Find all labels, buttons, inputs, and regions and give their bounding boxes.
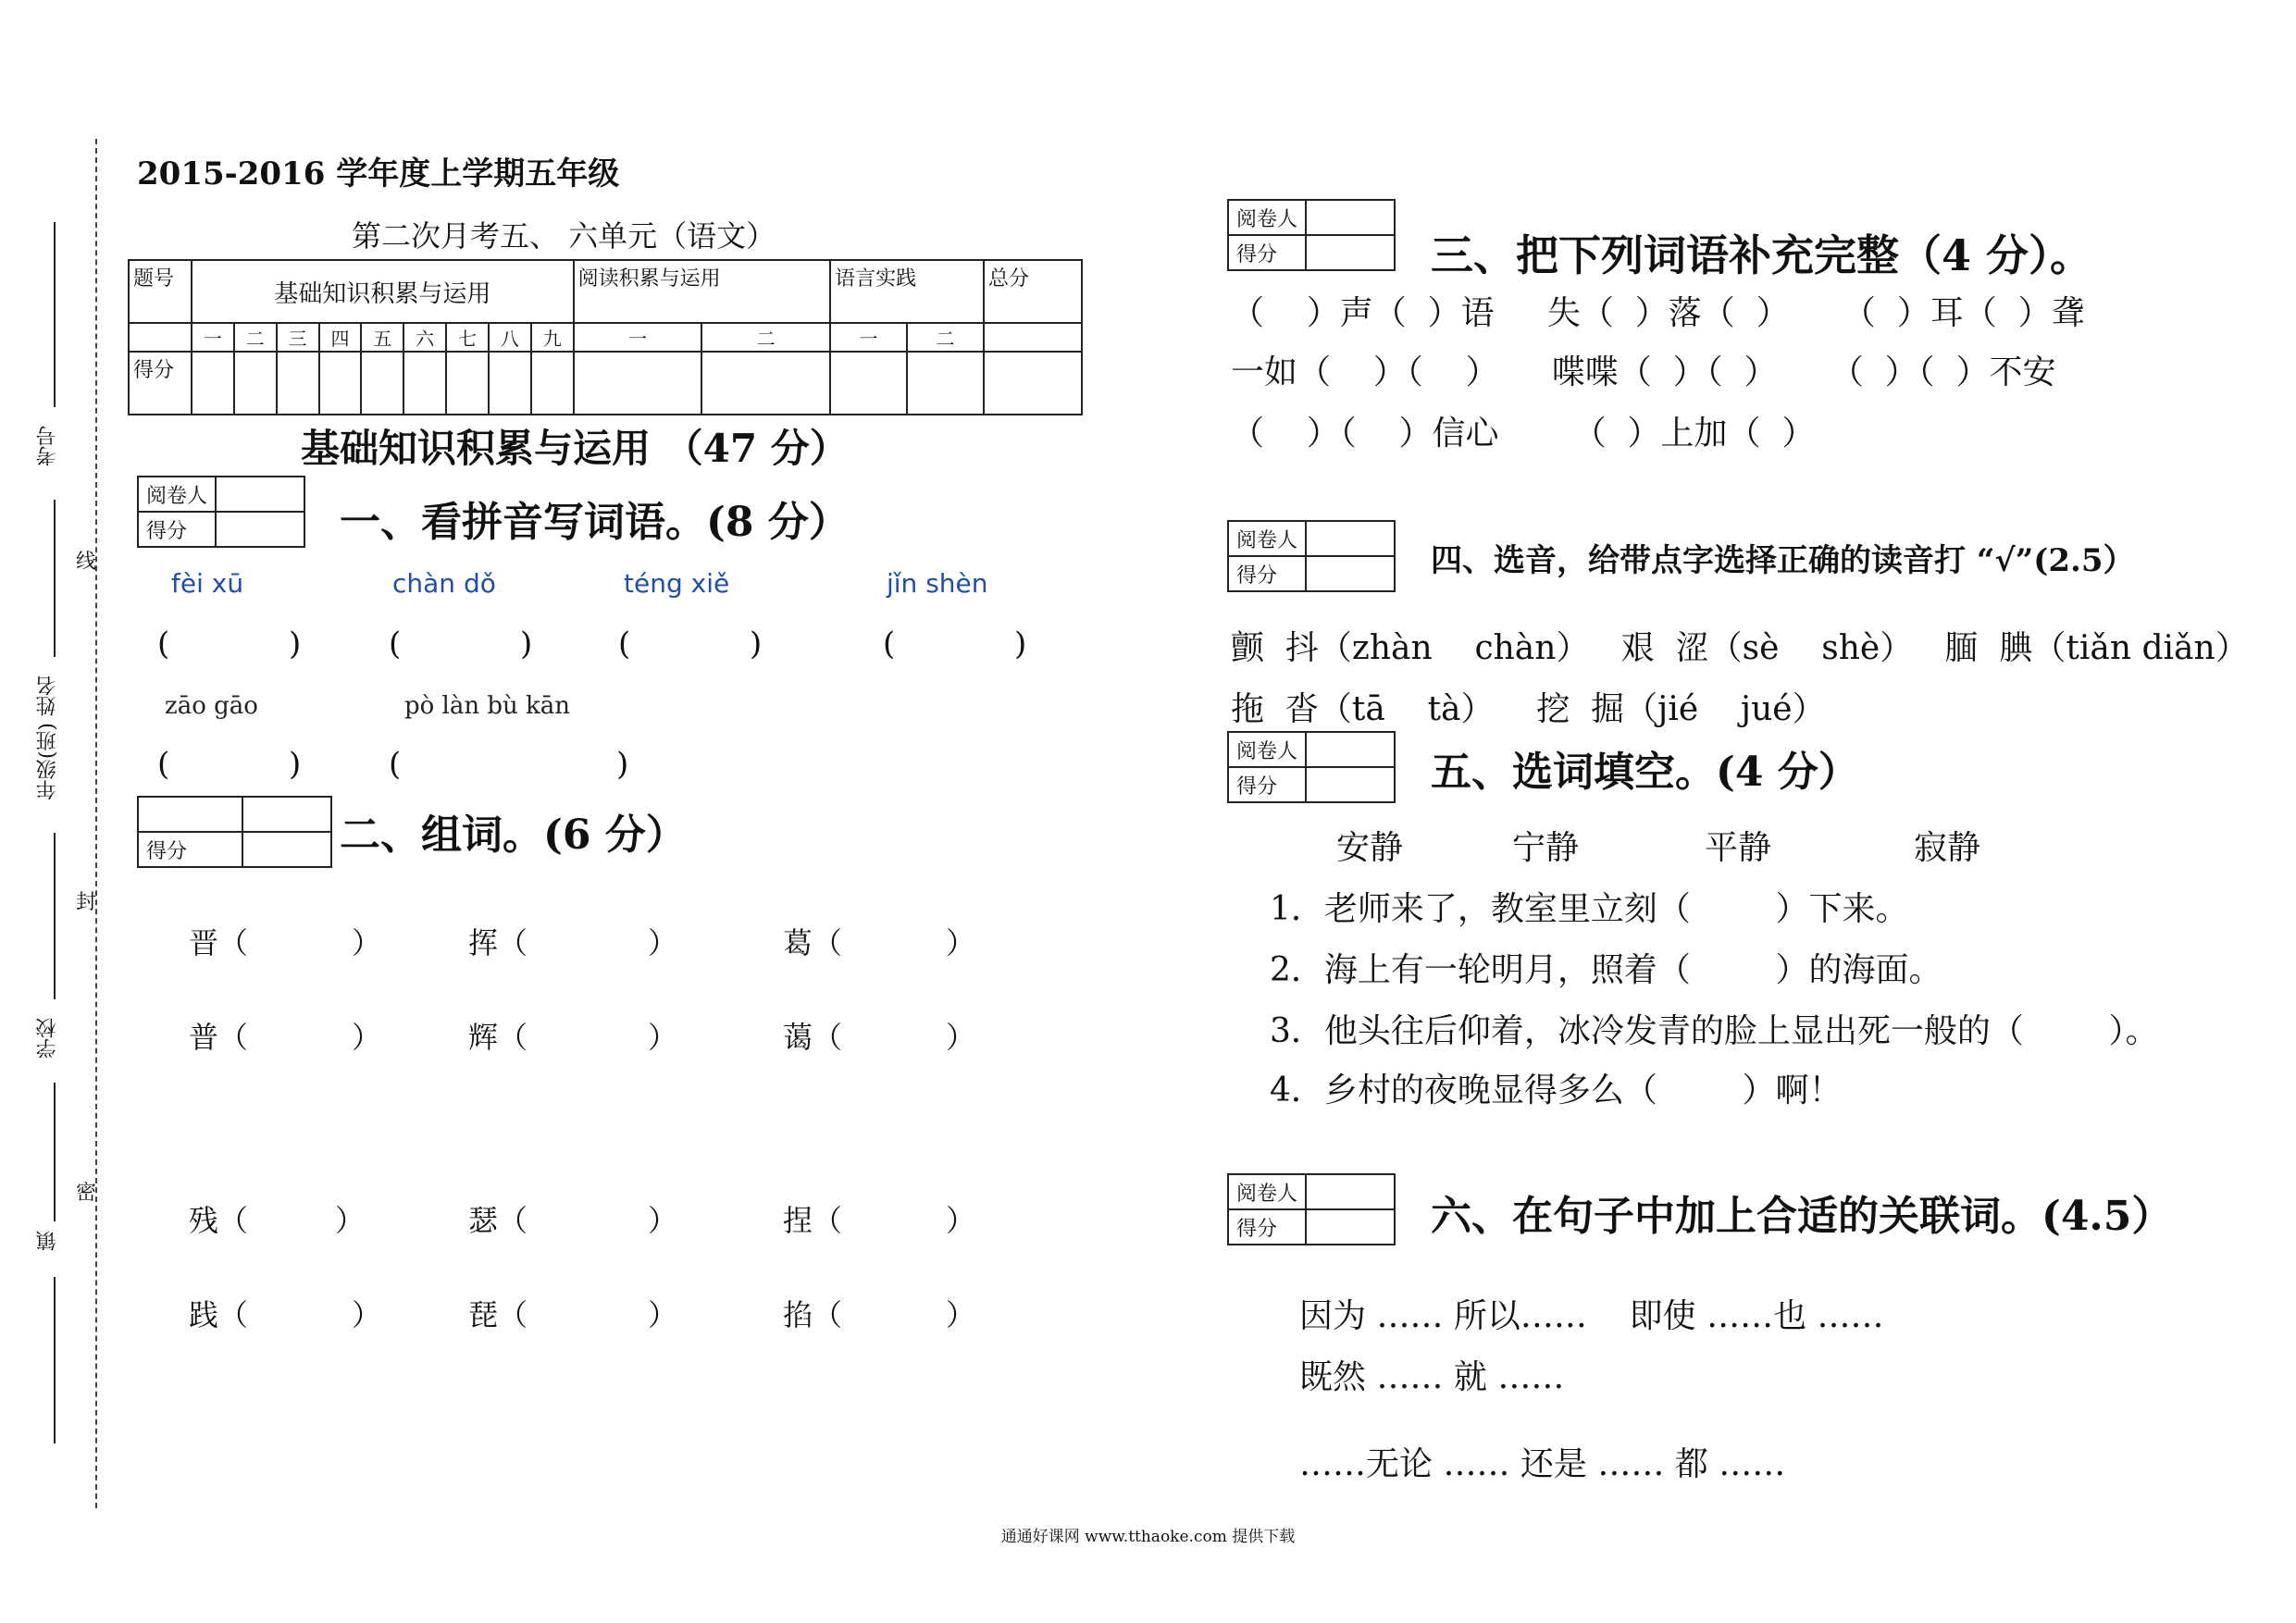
- grader-score-label: 得分: [138, 832, 242, 867]
- score-input-cell[interactable]: [192, 352, 234, 415]
- section-6-title: 六、在句子中加上合适的关联词。(4.5）: [1431, 1193, 2173, 1240]
- grader-reviewer-input[interactable]: [1306, 1174, 1395, 1209]
- score-input-cell[interactable]: [361, 352, 403, 415]
- binding-rule: [54, 833, 56, 999]
- word-prompt: 辉（: [468, 1020, 528, 1055]
- answer-blank[interactable]: [181, 750, 283, 787]
- word-close-paren: ）: [946, 1020, 976, 1055]
- answer-close-paren: ): [289, 626, 302, 663]
- grader-score-input[interactable]: [242, 832, 331, 867]
- pronunciation-line: 拖 沓（tā tà） 挖 掘（jié jué）: [1231, 690, 1826, 728]
- answer-open-paren: (: [883, 626, 896, 663]
- score-table-cell: [984, 323, 1082, 352]
- grader-reviewer-input[interactable]: [1306, 521, 1395, 556]
- binding-mark: 封: [76, 891, 97, 914]
- word-option: 安静: [1336, 829, 1404, 867]
- answer-close-paren: ): [616, 746, 629, 783]
- word-prompt: 瑟（: [468, 1203, 528, 1238]
- score-table-section-number: 二: [234, 323, 277, 352]
- grader-score-label: 得分: [1228, 235, 1306, 270]
- answer-blank[interactable]: [413, 629, 515, 666]
- section-1-title: 一、看拼音写词语。(8 分）: [340, 499, 850, 546]
- exam-subtitle: 第二次月考五、 六单元（语文）: [352, 218, 776, 254]
- score-table-section-number: 三: [277, 323, 319, 352]
- word-prompt: 蔼（: [783, 1020, 843, 1055]
- grader-reviewer-input[interactable]: [242, 797, 331, 832]
- word-prompt: 践（: [189, 1297, 249, 1332]
- answer-blank[interactable]: [413, 750, 611, 787]
- fill-sentence: 3．他头往后仰着，冰冷发青的脸上显出死一般的（ ）。: [1270, 1012, 2159, 1050]
- score-input-cell[interactable]: [403, 352, 446, 415]
- conjunction-options: 既然 …… 就 ……: [1299, 1358, 1565, 1396]
- score-input-cell[interactable]: [319, 352, 362, 415]
- grader-reviewer-input[interactable]: [138, 797, 242, 832]
- score-input-cell[interactable]: [277, 352, 319, 415]
- grader-reviewer-label: 阅卷人: [138, 477, 216, 512]
- fill-sentence: 1．老师来了，教室里立刻（ ）下来。: [1270, 890, 1909, 928]
- word-prompt: 挥（: [468, 925, 528, 960]
- pinyin-prompt: fèi xū: [171, 568, 244, 599]
- score-table-section-number: 一: [574, 323, 702, 352]
- answer-open-paren: (: [157, 626, 170, 663]
- word-prompt: 晋（: [189, 925, 249, 960]
- word-close-paren: ）: [648, 925, 678, 960]
- word-prompt: 普（: [189, 1020, 249, 1055]
- score-input-cell[interactable]: [446, 352, 489, 415]
- word-close-paren: ）: [352, 925, 382, 960]
- word-option: 平静: [1705, 829, 1772, 867]
- score-table-section-number: 二: [701, 323, 830, 352]
- grader-box: [1227, 1173, 1396, 1245]
- score-table-section-number: 五: [361, 323, 403, 352]
- score-table-header-cell: 基础知识积累与运用: [192, 260, 574, 323]
- pinyin-prompt: téng xiě: [624, 568, 730, 599]
- word-option: 寂静: [1914, 829, 1981, 867]
- word-close-paren: ）: [648, 1203, 678, 1238]
- grader-score-input[interactable]: [1306, 556, 1395, 591]
- grader-score-label: 得分: [1228, 1209, 1306, 1245]
- word-prompt: 掐（: [783, 1297, 843, 1332]
- grader-score-input[interactable]: [1306, 235, 1395, 270]
- score-table-header-cell: 题号: [129, 260, 192, 323]
- score-table-section-number: 八: [489, 323, 531, 352]
- score-table-section-number: 九: [531, 323, 574, 352]
- word-close-paren: ）: [352, 1297, 382, 1332]
- score-table-header-cell: 总分: [984, 260, 1082, 323]
- score-table-section-number: 六: [403, 323, 446, 352]
- exam-number-label: 考号: [36, 426, 59, 466]
- grader-box: [1227, 731, 1396, 803]
- page-footer: 通通好课网 www.tthaoke.com 提供下载: [1000, 1528, 1296, 1546]
- class-name-label: 年级(班) 姓名: [36, 675, 59, 800]
- grader-score-label: 得分: [1228, 556, 1306, 591]
- grader-reviewer-label: 阅卷人: [1228, 200, 1306, 235]
- grader-reviewer-label: 阅卷人: [1228, 521, 1306, 556]
- pinyin-prompt: jǐn shèn: [887, 568, 988, 599]
- fill-sentence: 4．乡村的夜晚显得多么（ ）啊！: [1270, 1072, 1843, 1109]
- pinyin-prompt: zāo gāo: [165, 692, 258, 720]
- answer-open-paren: (: [157, 746, 170, 783]
- binding-rule: [54, 1277, 56, 1443]
- binding-rule: [54, 1083, 56, 1221]
- school-label: 学校: [36, 1018, 59, 1059]
- word-prompt: 葛（: [783, 925, 843, 960]
- fill-idiom-line: （ ）声（ ）语 失（ ）落（ ） （ ）耳（ ）聋: [1231, 294, 2085, 332]
- score-table-header-cell: 阅读积累与运用: [574, 260, 830, 323]
- answer-open-paren: (: [618, 626, 631, 663]
- word-close-paren: ）: [946, 925, 976, 960]
- score-table-cell: [129, 323, 192, 352]
- grader-reviewer-input[interactable]: [1306, 732, 1395, 767]
- score-input-cell[interactable]: [574, 352, 702, 415]
- part-title: 基础知识积累与运用 （47 分）: [301, 426, 849, 471]
- section-2-title: 二、组词。(6 分）: [340, 812, 687, 859]
- word-option: 宁静: [1512, 829, 1580, 867]
- word-close-paren: ）: [648, 1297, 678, 1332]
- pronunciation-line: 颤 抖（zhàn chàn） 艰 涩（sè shè） 腼 腆（tiǎn diǎn）: [1231, 629, 2249, 667]
- section-5-title: 五、选词填空。(4 分）: [1431, 749, 1859, 796]
- score-table-section-number: 七: [446, 323, 489, 352]
- binding-rule: [54, 500, 56, 657]
- fill-idiom-line: 一如（ ）（ ） 喋喋（ ）（ ） （ ）（ ）不安: [1231, 353, 2056, 391]
- answer-close-paren: ): [1014, 626, 1027, 663]
- answer-blank[interactable]: [181, 629, 283, 666]
- pinyin-prompt: chàn dǒ: [392, 568, 496, 599]
- grader-score-input[interactable]: [216, 512, 304, 547]
- word-close-paren: ）: [352, 1020, 382, 1055]
- grader-box: [137, 476, 305, 548]
- fill-sentence: 2．海上有一轮明月，照着（ ）的海面。: [1270, 951, 1942, 989]
- answer-open-paren: (: [389, 626, 402, 663]
- score-table: [128, 259, 1083, 415]
- score-row-label: 得分: [129, 352, 192, 415]
- town-label: 镇: [36, 1231, 59, 1251]
- grader-score-label: 得分: [1228, 767, 1306, 802]
- answer-close-paren: ): [289, 746, 302, 783]
- binding-mark: 线: [76, 551, 97, 574]
- grader-box: [1227, 520, 1396, 592]
- score-table-section-number: 一: [192, 323, 234, 352]
- score-table-header-cell: 语言实践: [830, 260, 984, 323]
- score-table-section-number: 四: [319, 323, 362, 352]
- binding-dashed-line: [95, 139, 97, 1508]
- grader-reviewer-label: 阅卷人: [1228, 1174, 1306, 1209]
- word-close-paren: ）: [946, 1297, 976, 1332]
- score-table-section-number: 二: [907, 323, 984, 352]
- pinyin-prompt: pò làn bù kān: [404, 692, 571, 720]
- word-prompt: 捏（: [783, 1203, 843, 1238]
- conjunction-options: 因为 …… 所以…… 即使 ……也 ……: [1299, 1297, 1884, 1335]
- word-close-paren: ）: [335, 1203, 366, 1238]
- section-3-title: 三、把下列词语补充完整（4 分）。: [1431, 230, 2093, 280]
- grader-score-input[interactable]: [1306, 767, 1395, 802]
- word-close-paren: ）: [946, 1203, 976, 1238]
- grader-reviewer-input[interactable]: [216, 477, 304, 512]
- grader-score-input[interactable]: [1306, 1209, 1395, 1245]
- answer-close-paren: ): [750, 626, 763, 663]
- binding-rule: [54, 222, 56, 407]
- word-prompt: 琵（: [468, 1297, 528, 1332]
- score-input-cell[interactable]: [907, 352, 984, 415]
- score-input-cell[interactable]: [234, 352, 277, 415]
- grader-reviewer-input[interactable]: [1306, 200, 1395, 235]
- answer-blank[interactable]: [642, 629, 744, 666]
- score-input-cell[interactable]: [489, 352, 531, 415]
- grader-box: [1227, 199, 1396, 271]
- score-input-cell[interactable]: [830, 352, 907, 415]
- exam-year-title: 2015-2016 学年度上学期五年级: [137, 155, 620, 192]
- answer-open-paren: (: [389, 746, 402, 783]
- fill-idiom-line: （ ）（ ）信心 （ ）上加（ ）: [1231, 415, 1816, 452]
- answer-close-paren: ): [520, 626, 533, 663]
- score-input-cell[interactable]: [984, 352, 1082, 415]
- grader-box: [137, 796, 332, 868]
- grader-reviewer-label: 阅卷人: [1228, 732, 1306, 767]
- word-close-paren: ）: [648, 1020, 678, 1055]
- binding-mark: 密: [76, 1182, 97, 1205]
- conjunction-options: ……无论 …… 还是 …… 都 ……: [1299, 1445, 1786, 1483]
- score-input-cell[interactable]: [531, 352, 574, 415]
- score-table-section-number: 一: [830, 323, 907, 352]
- grader-score-label: 得分: [138, 512, 216, 547]
- word-prompt: 残（: [189, 1203, 249, 1238]
- score-input-cell[interactable]: [701, 352, 830, 415]
- answer-blank[interactable]: [907, 629, 1009, 666]
- section-4-title: 四、选音，给带点字选择正确的读音打 “√”(2.5）: [1431, 542, 2135, 579]
